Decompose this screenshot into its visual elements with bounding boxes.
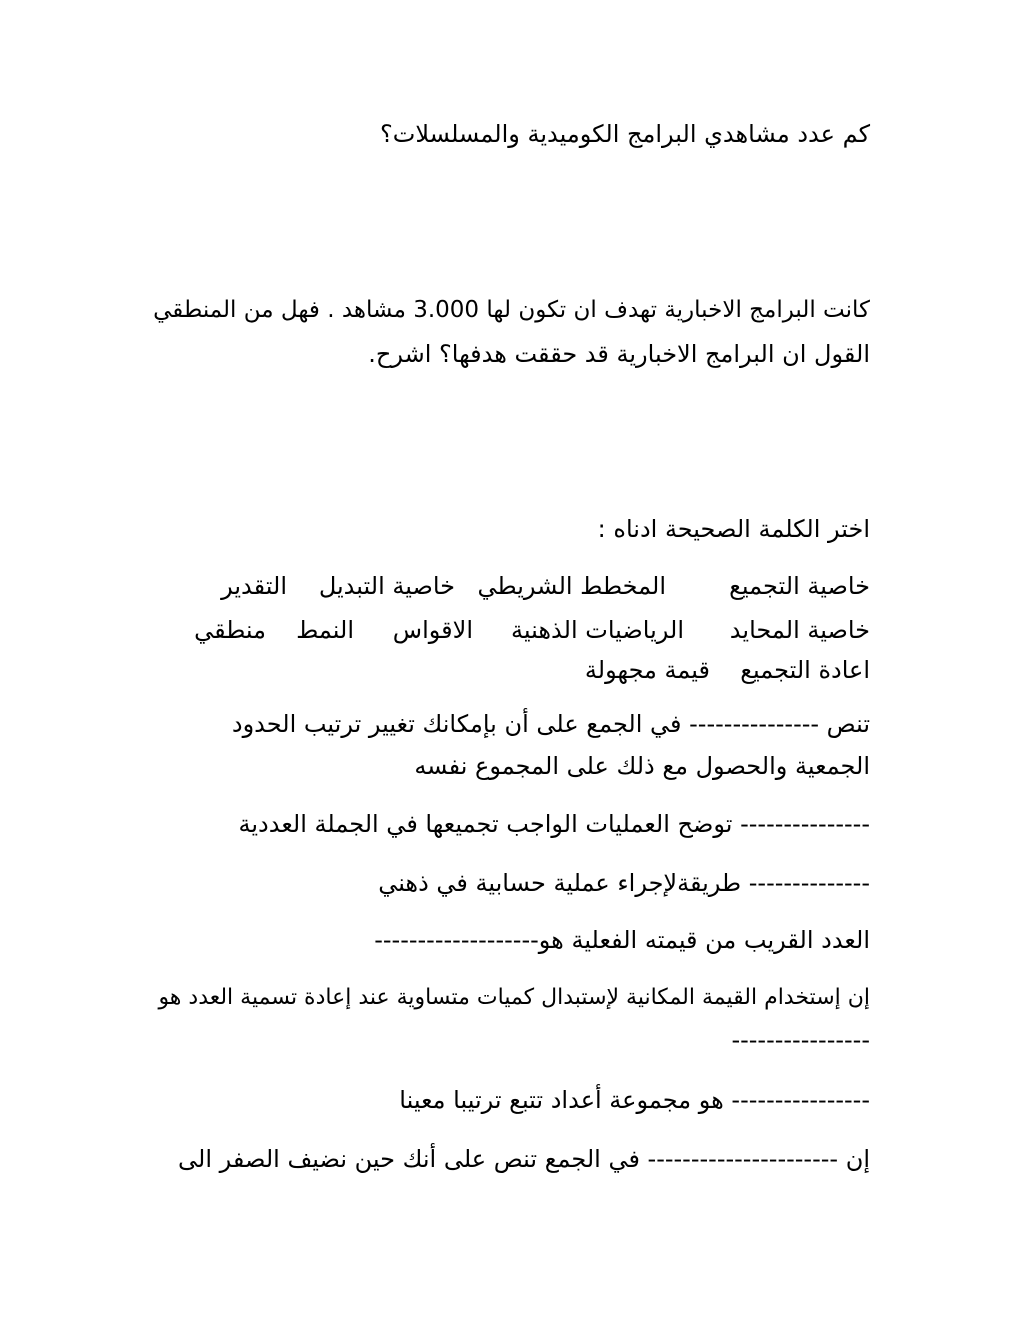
fill-blank-item-5-line1: إن إستخدام القيمة المكانية لإستبدال كميات متساوية عند إعادة تسمية العدد هو: [158, 985, 870, 1010]
word-option: الاقواس: [392, 616, 473, 644]
question-news-programs-line1: كانت البرامج الاخبارية تهدف ان تكون لها 3.000 مشاهد . فهل من المنطقي: [153, 297, 870, 323]
word-option: اعادة التجميع: [740, 656, 870, 684]
word-option: منطقي: [194, 616, 266, 644]
fill-blank-item-1-line2: الجمعية والحصول مع ذلك على المجموع نفسه: [414, 752, 870, 780]
word-bank-row: [150, 654, 870, 690]
question-news-programs-line2: القول ان البرامج الاخبارية قد حققت هدفها؟ اشرح.: [368, 340, 870, 368]
fill-blank-item-2: --------------- توضح العمليات الواجب تجميعها في الجملة العددية: [238, 810, 870, 838]
fill-blank-item-7: إن ---------------------- في الجمع تنص على أنك حين نضيف الصفر الى: [178, 1145, 870, 1173]
word-option: خاصية المحايد: [729, 616, 870, 644]
fill-blank-item-1-line1: تنص --------------- في الجمع على أن بإمكانك تغيير ترتيب الحدود: [231, 710, 870, 738]
fill-blank-item-6: ---------------- هو مجموعة أعداد تتبع ترتيبا معينا: [399, 1086, 870, 1114]
word-option: النمط: [296, 616, 354, 644]
word-option: الرياضيات الذهنية: [511, 616, 684, 644]
word-option: خاصية التجميع: [729, 572, 870, 600]
word-option: قيمة مجهولة: [584, 656, 710, 684]
question-viewers-count: كم عدد مشاهدي البرامج الكوميدية والمسلسلات؟: [380, 120, 870, 148]
word-bank-row: [150, 570, 870, 606]
word-option: خاصية التبديل: [318, 572, 455, 600]
word-bank: [150, 570, 870, 690]
fill-blank-item-3: -------------- طريقةلإجراء عملية حسابية في ذهني: [378, 869, 870, 897]
instructions-heading: اختر الكلمة الصحيحة ادناه :: [597, 515, 870, 543]
word-option: المخطط الشريطي: [477, 572, 666, 600]
fill-blank-item-4: العدد القريب من قيمته الفعلية هو-------------------: [374, 926, 870, 954]
word-option: التقدير: [221, 572, 287, 600]
word-bank-row: [150, 614, 870, 650]
fill-blank-item-5-line2: ----------------: [731, 1026, 870, 1054]
